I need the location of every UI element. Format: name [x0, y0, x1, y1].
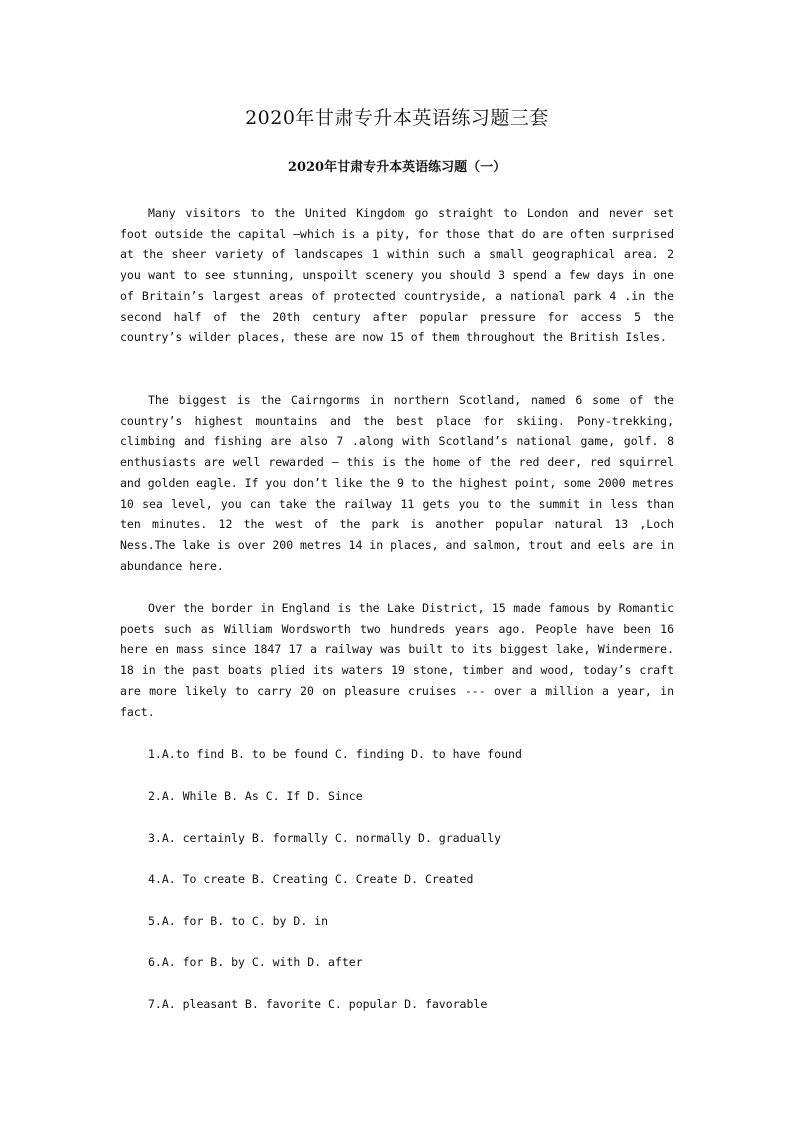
question-6: 6.A. for B. by C. with D. after [148, 955, 363, 969]
question-1: 1.A.to find B. to be found C. finding D. to have found [148, 747, 522, 761]
question-2: 2.A. While B. As C. If D. Since [148, 789, 363, 803]
passage-paragraph-1: Many visitors to the United Kingdom go straight to London and never set foot outside the capital —which is a pity, for those that do are often surprised at the sheer variety of landscapes 1 within such a small geographical area. 2 you want to see stunning, unspoilt scenery you should 3 spend a few days in one of Britain’s largest areas of protected countryside, a national park 4 .in the second half of the 20th century after popular pressure for access 5 the country’s wilder places, these are now 15 of them throughout the British Isles. [120, 206, 674, 345]
question-5: 5.A. for B. to C. by D. in [148, 914, 329, 928]
question-7: 7.A. pleasant B. favorite C. popular D. favorable [148, 997, 488, 1011]
passage-paragraph-3: Over the border in England is the Lake District, 15 made famous by Romantic poets such as William Wordsworth two hundreds years ago. People have been 16 here en mass since 1847 17 a railway was built to its biggest lake, Windermere. 18 in the past boats plied its waters 19 stone, timber and wood, today’s craft are more likely to carry 20 on pleasure cruises --- over a million a year, in fact. [120, 601, 674, 719]
section-subtitle: 2020年甘肃专升本英语练习题（一） [287, 160, 507, 175]
passage-paragraph-2: The biggest is the Cairngorms in northern Scotland, named 6 some of the country’s highest mountains and the best place for skiing. Pony-trekking, climbing and fishing are also 7 .along with Scotland’s national game, golf. 8 enthusiasts are well rewarded — this is the home of the red deer, red squirrel and golden eagle. If you don’t like the 9 to the highest point, some 2000 metres 10 sea level, you can take the railway 11 gets you to the summit in less than ten minutes. 12 the west of the park is another popular natural 13 ,Loch Ness.The lake is over 200 metres 14 in places, and salmon, trout and eels are in abundance here. [120, 393, 674, 573]
question-3: 3.A. certainly B. formally C. normally D. gradually [148, 831, 502, 845]
question-4: 4.A. To create B. Creating C. Create D. Created [148, 872, 474, 886]
document-title: 2020年甘肃专升本英语练习题三套 [245, 107, 549, 129]
